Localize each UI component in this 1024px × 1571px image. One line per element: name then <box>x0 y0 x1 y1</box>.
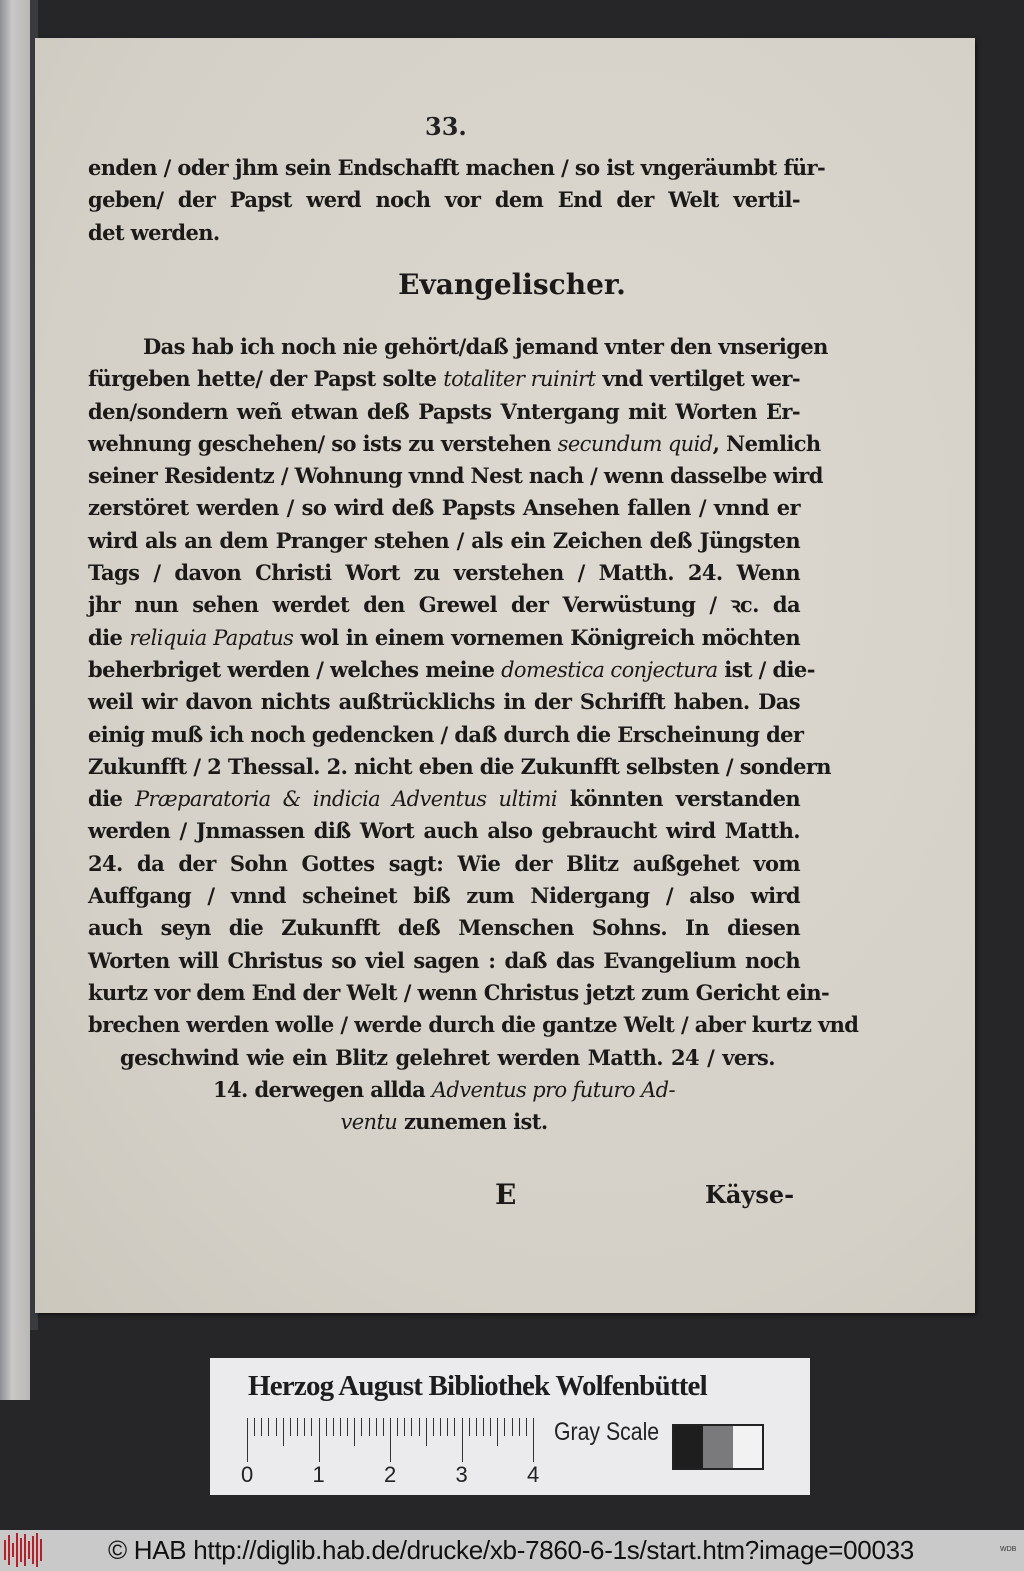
ruler-tick <box>490 1418 491 1436</box>
text-line <box>88 1009 859 1041</box>
ruler-tick <box>247 1418 248 1462</box>
text-line <box>88 363 800 395</box>
section-heading: Evangelischer. <box>398 268 626 301</box>
ruler-tick <box>340 1418 341 1436</box>
ruler-number: 2 <box>384 1462 397 1487</box>
gray-swatch <box>733 1426 762 1468</box>
text-line <box>88 654 815 686</box>
ruler-tick <box>333 1418 334 1436</box>
ruler-tick <box>361 1418 362 1436</box>
text-segment: die <box>88 624 130 650</box>
latin-italic-phrase: reliquia Papatus <box>129 625 294 650</box>
logo-bar <box>20 1538 22 1562</box>
ruler-tick <box>254 1418 255 1436</box>
ruler-tick <box>526 1418 527 1436</box>
hab-logo-icon <box>4 1533 46 1567</box>
gray-swatch <box>674 1426 703 1468</box>
ruler-tick <box>268 1418 269 1436</box>
logo-bar <box>28 1541 30 1559</box>
text-segment: könnten verstanden <box>556 786 800 812</box>
text-line <box>88 622 800 654</box>
ruler-tick <box>519 1418 520 1436</box>
ruler-tick <box>354 1418 355 1446</box>
page-number: 33. <box>425 112 467 141</box>
text-segment: die <box>88 786 135 812</box>
text-line <box>88 1042 800 1074</box>
text-line <box>88 460 823 492</box>
ruler-tick <box>476 1418 477 1436</box>
text-segment: det werden. <box>88 219 220 245</box>
logo-bar <box>8 1535 10 1565</box>
catchword: Käyse- <box>705 1180 795 1209</box>
text-segment: den/sondern weñ etwan deß Papsts Vntergang mit Worten Er- <box>88 398 800 424</box>
previous-page-edge <box>0 0 30 1400</box>
logo-bar <box>32 1536 34 1564</box>
text-segment: brechen werden wolle / werde durch die gantze Welt / aber kurtz vnd <box>88 1012 859 1038</box>
text-segment: zunemen ist. <box>397 1109 548 1135</box>
text-segment: vnd vertilget wer- <box>595 366 801 392</box>
text-line <box>88 686 800 718</box>
text-segment: Tags / davon Christi Wort zu verstehen / Matth. 24. Wenn <box>88 560 800 586</box>
ruler-tick <box>369 1418 370 1436</box>
ruler-tick <box>390 1418 391 1462</box>
logo-bar <box>36 1533 38 1567</box>
text-segment: kurtz vor dem End der Welt / wenn Christus jetzt zum Gericht ein- <box>88 979 830 1005</box>
ruler-tick <box>319 1418 320 1462</box>
ruler-tick <box>404 1418 405 1436</box>
logo-bar <box>12 1543 14 1557</box>
latin-italic-phrase: Adventus pro futuro Ad- <box>431 1077 675 1102</box>
text-segment: Worten will Christus so viel sagen : daß das Evangelium noch <box>88 947 800 973</box>
library-name: Herzog August Bibliothek Wolfenbüttel <box>248 1370 707 1402</box>
footer-bar <box>0 1530 1024 1571</box>
text-segment: 24. da der Sohn Gottes sagt: Wie der Blitz außgehet vom <box>88 850 800 876</box>
text-segment: fürgeben hette/ der Papst solte <box>88 366 444 392</box>
text-line <box>88 848 800 880</box>
text-line <box>88 1106 800 1138</box>
text-segment: wehnung geschehen/ so ists zu verstehen <box>88 430 558 456</box>
ruler-tick <box>311 1418 312 1436</box>
text-segment: geschwind wie ein Blitz gelehret werden Matth. 24 / vers. <box>120 1044 775 1070</box>
text-line <box>88 719 804 751</box>
ruler-scale <box>241 1418 540 1487</box>
text-segment: 14. derwegen allda <box>213 1076 432 1102</box>
ruler-tick <box>397 1418 398 1436</box>
gray-scale-label: Gray Scale <box>554 1418 660 1446</box>
text-line <box>88 783 800 815</box>
text-line <box>88 945 800 977</box>
text-segment: beherbriget werden / welches meine <box>88 656 502 682</box>
text-line <box>88 1074 800 1106</box>
ruler-tick <box>497 1418 498 1446</box>
text-segment: Das hab ich noch nie gehört/daß jemand vnter den vnserigen <box>143 334 828 359</box>
text-segment: Zukunfft / 2 Thessal. 2. nicht eben die Zukunfft selbsten / sondern <box>88 753 831 779</box>
text-line <box>88 217 800 249</box>
ruler-tick <box>462 1418 463 1462</box>
text-line <box>88 331 828 363</box>
ruler-tick <box>304 1418 305 1436</box>
ruler-number: 1 <box>312 1462 325 1487</box>
text-line <box>88 912 800 944</box>
ruler-tick <box>533 1418 534 1462</box>
ruler-tick <box>326 1418 327 1436</box>
latin-italic-phrase: ventu <box>340 1110 398 1135</box>
latin-italic-phrase: Præparatoria & indicia Adventus ultimi <box>134 787 557 812</box>
text-segment: wird als an dem Pranger stehen / als ein Zeichen deß Jüngsten <box>88 527 800 553</box>
text-segment: einig muß ich noch gedencken / daß durch die Erscheinung der <box>88 721 804 747</box>
text-line <box>88 751 831 783</box>
intro-paragraph <box>88 152 826 249</box>
copyright-url[interactable]: © HAB http://diglib.hab.de/drucke/xb-7860-6-1s/start.htm?image=00033 <box>108 1535 914 1565</box>
color-reference-card <box>210 1358 810 1495</box>
text-segment: geben/ der Papst werd noch vor dem End der Welt vertil- <box>88 187 800 213</box>
ruler-tick <box>261 1418 262 1436</box>
ruler-tick <box>504 1418 505 1436</box>
logo-bar <box>4 1540 6 1560</box>
latin-italic-phrase: domestica conjectura <box>501 657 718 682</box>
text-line <box>88 977 830 1009</box>
text-line <box>88 815 800 847</box>
ruler-tick <box>276 1418 277 1436</box>
text-segment: auch seyn die Zukunfft deß Menschen Sohns. In diesen <box>88 915 800 941</box>
ruler-tick <box>426 1418 427 1446</box>
text-line <box>88 589 800 621</box>
ruler-tick <box>376 1418 377 1436</box>
ruler-tick <box>419 1418 420 1436</box>
text-line <box>88 184 800 216</box>
ruler-tick <box>440 1418 441 1436</box>
text-line <box>88 152 826 184</box>
text-segment: Auffgang / vnnd scheinet biß zum Nidergang / also wird <box>88 883 800 909</box>
text-segment: seiner Residentz / Wohnung vnnd Nest nach / wenn dasselbe wird <box>88 463 823 489</box>
logo-bar <box>16 1533 18 1567</box>
signature-mark: E <box>495 1178 517 1211</box>
text-line <box>88 880 800 912</box>
logo-bar <box>40 1539 42 1561</box>
footer-mark: WDB <box>1000 1546 1017 1553</box>
ruler-tick <box>512 1418 513 1436</box>
gray-scale-swatches <box>672 1424 764 1470</box>
ruler-tick <box>347 1418 348 1436</box>
ruler-tick <box>433 1418 434 1436</box>
ruler-tick <box>469 1418 470 1436</box>
body-paragraph <box>88 331 859 1138</box>
text-segment: jhr nun sehen werdet den Grewel der Verwüstung / ꝛc. da <box>88 592 800 618</box>
text-line <box>88 525 800 557</box>
text-segment: enden / oder jhm sein Endschafft machen / so ist vngeräumbt für- <box>88 155 826 180</box>
text-segment: zerstöret werden / so wird deß Papsts Ansehen fallen / vnnd er <box>88 495 800 521</box>
ruler-tick <box>283 1418 284 1446</box>
ruler-number: 3 <box>455 1462 468 1487</box>
text-line <box>88 492 800 524</box>
logo-bar <box>24 1534 26 1566</box>
ruler-tick <box>454 1418 455 1436</box>
ruler-tick <box>290 1418 291 1436</box>
text-line <box>88 396 800 428</box>
text-segment: werden / Jnmassen diß Wort auch also gebraucht wird Matth. <box>88 818 800 844</box>
text-line <box>88 557 800 589</box>
text-segment: , Nemlich <box>712 430 821 456</box>
gray-swatch <box>703 1426 732 1468</box>
ruler-tick <box>297 1418 298 1436</box>
ruler-number: 4 <box>527 1462 540 1487</box>
ruler-number: 0 <box>241 1462 254 1487</box>
latin-italic-phrase: secundum quid <box>557 431 713 456</box>
latin-italic-phrase: totaliter ruinirt <box>443 367 596 392</box>
ruler-tick <box>383 1418 384 1436</box>
text-segment: ist / die- <box>717 656 815 682</box>
text-segment: weil wir davon nichts außtrücklichs in der Schrifft haben. Das <box>88 689 800 715</box>
ruler-tick <box>483 1418 484 1436</box>
text-line <box>88 428 821 460</box>
ruler-tick <box>447 1418 448 1436</box>
ruler-tick <box>411 1418 412 1436</box>
text-segment: wol in einem vornemen Königreich möchten <box>293 624 800 650</box>
